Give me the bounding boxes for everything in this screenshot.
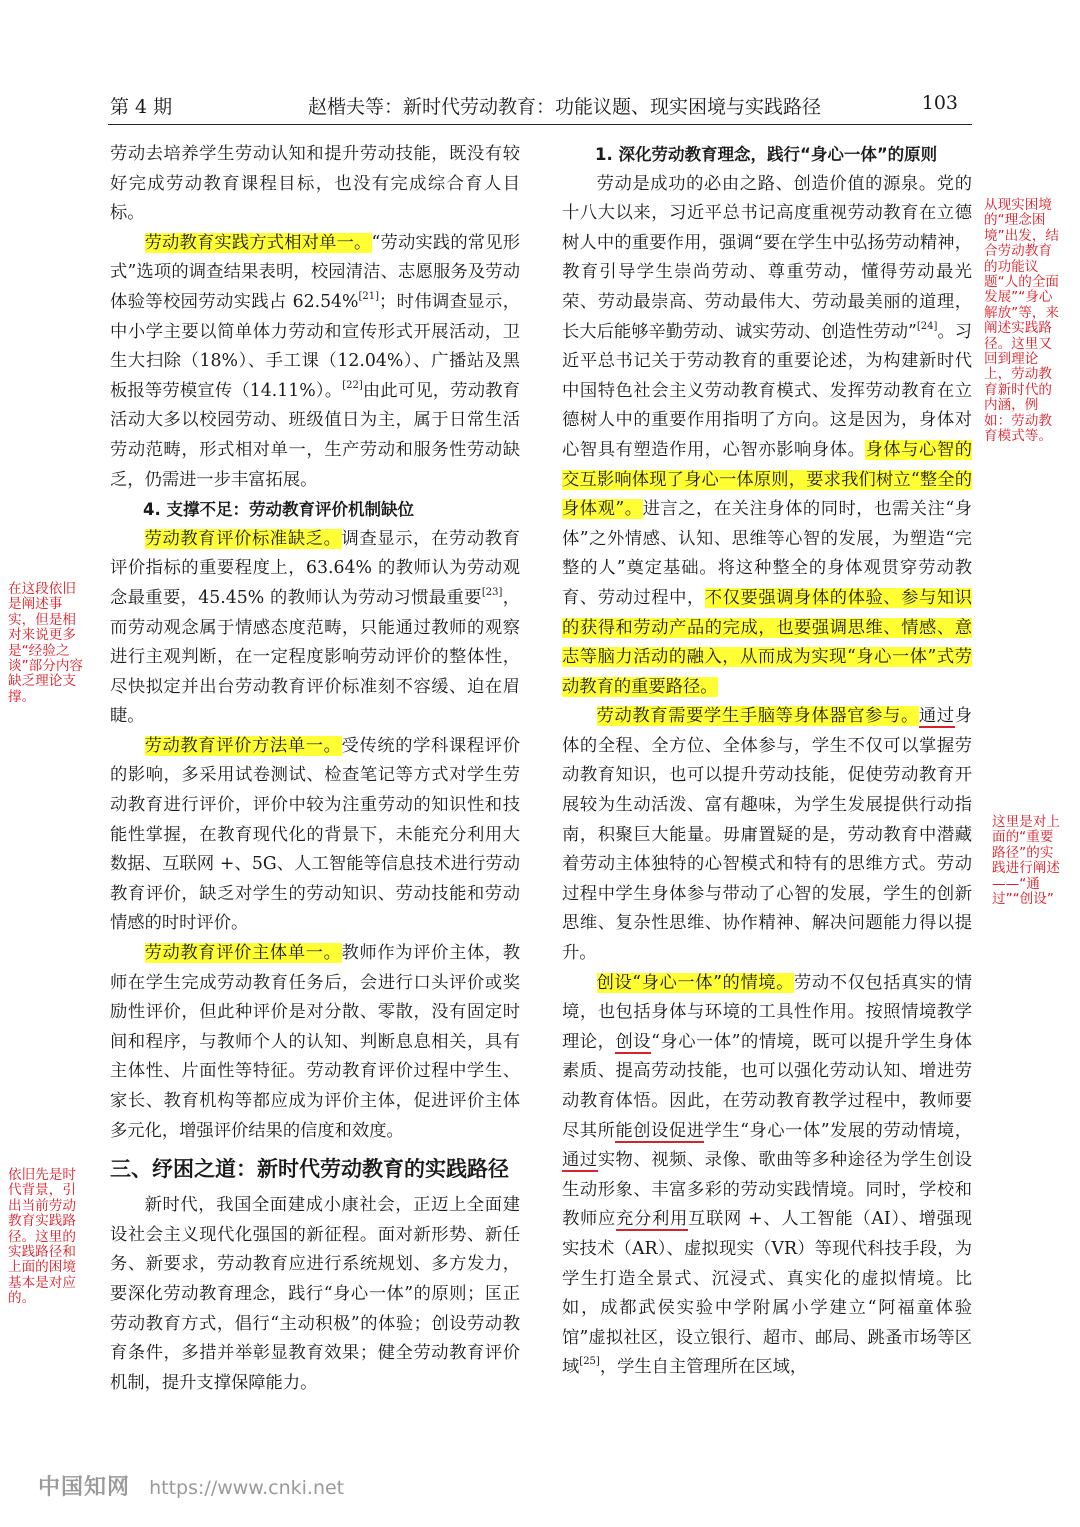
left-column <box>110 140 520 1398</box>
highlight: 劳动教育实践方式相对单一。 <box>144 232 372 253</box>
highlight: 劳动教育评价标准缺乏。 <box>144 528 342 549</box>
subsection-heading: 4. 支撑不足：劳动教育评价机制缺位 <box>143 500 414 520</box>
citation: [25] <box>579 1356 600 1368</box>
subsection-heading: 1. 深化劳动教育理念，践行“身心一体”的原则 <box>595 145 938 164</box>
paragraph: 劳动教育评价主体单一。教师作为评价主体，教师在学生完成劳动教育任务后，会进行口头评价或奖励性评价，但此种评价是对分散、零散，没有固定时间和程序，与教师个人的认知、判断息息相关，具有主体性、片面性等特征。劳动教育评价过程中学生、家长、教育机构等都应成为评价主体，促进评价主体多元化，增强评价结果的信度和效度。 <box>110 943 520 1141</box>
margin-annotation: 在这段依旧是阐述事实，但是相对来说更多是“经验之谈”部分内容缺乏理论支撑。 <box>8 581 84 705</box>
margin-annotation: 从现实困境的“理念困境”出发，结合劳动教育的功能议题“人的全面发展”“身心解放”等，来阐述实践路径。这里又回到理论上，劳动教育新时代的内涵，例如：劳动教育模式等。 <box>984 197 1060 445</box>
right-column <box>562 140 972 1383</box>
margin-annotation: 依旧先是时代背景，引出当前劳动教育实践路径。这里的实践路径和上面的困境基本是对应的。 <box>8 1167 76 1307</box>
paragraph: 劳动教育实践方式相对单一。“劳动实践的常见形式”选项的调查结果表明，校园清洁、志愿服务及劳动体验等校园劳动实践占 62.54%[21]；时伟调查显示，中小学主要以简单体力劳动和宣传形式开展活动，卫生大扫除（18%）、手工课（12.04%）、广播站及黑板报等劳模宣传（14.11%）。[22]由此可见，劳动教育活动大多以校园劳动、班级值日为主，属于日常生活劳动范畴，形式相对单一，生产劳动和服务性劳动缺乏，仍需进一步丰富拓展。 <box>110 232 520 490</box>
citation: [22] <box>342 379 363 391</box>
margin-annotation: 这里是对上面的“重要路径”的实践进行阐述——“通过”“创设” <box>992 814 1060 908</box>
header-rule <box>108 124 972 125</box>
paragraph: 创设“身心一体”的情境。劳动不仅包括真实的情境，也包括身体与环境的工具性作用。按照情境教学理论，创设“身心一体”的情境，既可以提升学生身体素质、提高劳动技能，也可以强化劳动认知、增进劳动教育体悟。因此，在劳动教育教学过程中，教师要尽其所能创设促进学生“身心一体”发展的劳动情境，通过实物、视频、录像、歌曲等多种途径为学生创设生动形象、丰富多彩的劳动实践情境。同时，学校和教师应充分利用互联网 +、人工智能（AI）、增强现实技术（AR）、虚拟现实（VR）等现代科技手段，为学生打造全景式、沉浸式、真实化的虚拟情境。比如，成都武侯实验中学附属小学建立“阿福童体验馆”虚拟社区，设立银行、超市、邮局、跳蚤市场等区域[25]，学生自主管理所在区域， <box>562 972 972 1378</box>
paragraph: 劳动教育需要学生手脑等身体器官参与。通过身体的全程、全方位、全体参与，学生不仅可以掌握劳动教育知识，也可以提升劳动技能，促使劳动教育开展较为生动活泼、富有趣味，为学生发展提供行动指南，积聚巨大能量。毋庸置疑的是，劳动教育中潜藏着劳动主体独特的心智模式和特有的思维方式。劳动过程中学生身体参与带动了心智的发展，学生的创新思维、复杂性思维、协作精神、解决问题能力得以提升。 <box>562 706 972 964</box>
issue-number: 第 4 期 <box>110 96 173 118</box>
cnki-logo: 中国知网 <box>38 1475 131 1500</box>
highlight: 身体与心智的交互影响体现了身心一体原则，要求我们树立“整全的身体观”。 <box>562 439 972 520</box>
highlight: 劳动教育评价方法单一。 <box>144 735 342 756</box>
paragraph: 新时代，我国全面建成小康社会，正迈上全面建设社会主义现代化强国的新征程。面对新形势、新任务、新要求，劳动教育应进行系统规划、多方发力，要深化劳动教育理念，践行“身心一体”的原则；匡正劳动教育方式，倡行“主动积极”的体验；创设劳动教育条件，多措并举彰显教育效果；健全劳动教育评价机制，提升支撑保障能力。 <box>110 1195 520 1393</box>
citation: [21] <box>358 290 380 302</box>
underline-mark: 通过 <box>918 706 955 727</box>
paragraph: 劳动教育评价方法单一。受传统的学科课程评价的影响，多采用试卷测试、检查笔记等方式对学生劳动教育进行评价，评价中较为注重劳动的知识性和技能性掌握，在教育现代化的背景下，未能充分利用大数据、互联网 +、5G、人工智能等信息技术进行劳动教育评价，缺乏对学生的劳动知识、劳动技能和劳动情感的时时评价。 <box>110 735 520 934</box>
cnki-url: https://www.cnki.net <box>149 1477 345 1499</box>
paragraph: 劳动去培养学生劳动认知和提升劳动技能，既没有较好完成劳动教育课程目标，也没有完成综合育人目标。 <box>110 144 520 224</box>
page-number: 103 <box>921 92 958 114</box>
highlight: 不仅要强调身体的体验、参与知识的获得和劳动产品的完成，也要强调思维、情感、意志等脑力活动的融入，从而成为实现“身心一体”式劳动教育的重要路径。 <box>562 587 972 697</box>
watermark <box>38 1470 344 1501</box>
highlight: 劳动教育评价主体单一。 <box>144 943 342 964</box>
underline-mark: 创设 <box>615 1031 652 1052</box>
paragraph: 劳动教育评价标准缺乏。调查显示，在劳动教育评价指标的重要程度上，63.64% 的教师认为劳动观念最重要，45.45% 的教师认为劳动习惯最重要[23]，而劳动观念属于情感态度范畴，只能通过教师的观察进行主观判断，在一定程度影响劳动评价的整体性，尽快拟定并出台劳动教育评价标准刻不容缓、迫在眉睫。 <box>110 528 520 727</box>
citation: [23] <box>481 586 503 598</box>
section-heading: 三、纾困之道：新时代劳动教育的实践路径 <box>110 1157 509 1182</box>
page-header <box>110 92 970 124</box>
highlight: 创设“身心一体”的情境。 <box>596 972 794 993</box>
highlight: 劳动教育需要学生手脑等身体器官参与。 <box>596 706 919 727</box>
underline-mark: 通过 <box>562 1150 598 1171</box>
underline-mark: 能创设促进 <box>615 1120 705 1141</box>
underline-mark: 充分利用 <box>616 1209 688 1230</box>
citation: [24] <box>916 320 938 332</box>
running-title: 赵楷夫等：新时代劳动教育：功能议题、现实困境与实践路径 <box>308 96 822 118</box>
paragraph: 劳动是成功的必由之路、创造价值的源泉。党的十八大以来，习近平总书记高度重视劳动教育在立德树人中的重要作用，强调“要在学生中弘扬劳动精神，教育引导学生崇尚劳动、尊重劳动，懂得劳动最光荣、劳动最崇高、劳动最伟大、劳动最美丽的道理，长大后能够辛勤劳动、诚实劳动、创造性劳动”[24]。习近平总书记关于劳动教育的重要论述，为构建新时代中国特色社会主义劳动教育模式、发挥劳动教育在立德树人中的重要作用指明了方向。这是因为，身体对心智具有塑造作用，心智亦影响身体。身体与心智的交互影响体现了身心一体原则，要求我们树立“整全的身体观”。进言之，在关注身体的同时，也需关注“身体”之外情感、认知、思维等心智的发展，为塑造“完整的人”奠定基础。将这种整全的身体观贯穿劳动教育、劳动过程中，不仅要强调身体的体验、参与知识的获得和劳动产品的完成，也要强调思维、情感、意志等脑力活动的融入，从而成为实现“身心一体”式劳动教育的重要路径。 <box>562 173 972 697</box>
